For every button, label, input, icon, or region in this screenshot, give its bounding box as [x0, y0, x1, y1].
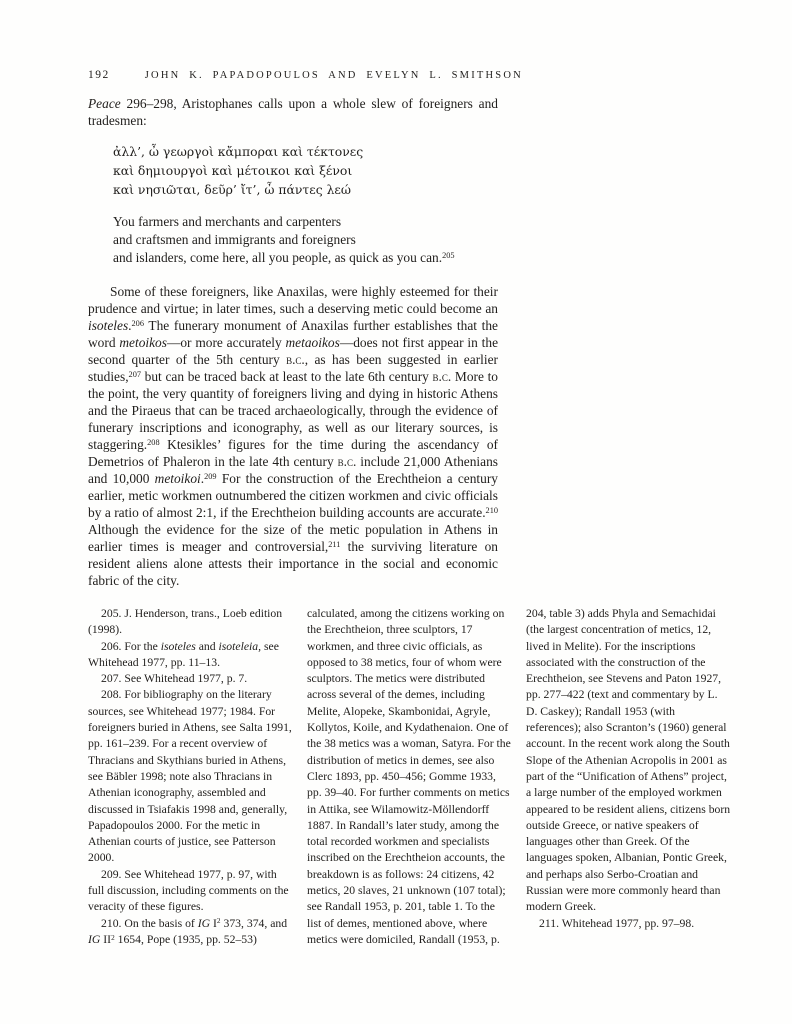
footnote-ref: 207 — [128, 370, 141, 380]
greek-line-2: καὶ δημιουργοὶ καὶ μέτοικοι καὶ ξένοι — [113, 163, 353, 178]
body-paragraph: Some of these foreigners, like Anaxilas, were highly esteemed for their prudence and virtue; in later times, such a deserving metic could become an isoteles.$^{206}$ The funerary monument of Anaxilas further establishes that the word metoikos—or more accurately metaoikos—does not first appear in the second quarter of the 5th century b.c., as has been suggested in earlier studies,$^{207}$ but can be traced back at least to the late 6th century b.c. More to the point, the very quantity of foreigners living and dying in historic Athens and the Piraeus that can be traced archaeologically, through the evidence of funerary inscriptions and iconography, as well as our literary sources, is staggering.$^{208}$ Ktesikles’ figures for the time during the ascendancy of Demetrios of Phaleron in the late 4th century b.c. include 21,000 Athenians and 10,000 metoikoi.$^{209}$ For the construction of the Erechtheion a century earlier, metic workmen outnumbered the citizen workmen and civic officials by a ratio of almost 2:1, if the Erechtheion building accounts are accurate.$^{210}$ Although the evidence for the size of the metic population in Athens in earlier times is meager and controversial,$^{211}$ the surviving literature on resident aliens alone attests their importance in the social and economic fabric of the city. — [88, 284, 499, 588]
footnote-ref: 206 — [131, 319, 144, 329]
main-text-column — [88, 95, 498, 589]
page-header — [88, 69, 730, 81]
greek-line-1: ἀλλ’, ὦ γεωργοὶ κἄμποραι καὶ τέκτονες — [113, 144, 364, 159]
footnote-209: 209. See Whitehead 1977, p. 97, with full discussion, including comments on the veracity of these figures. — [88, 867, 289, 914]
footnote-ref: 209 — [204, 472, 217, 482]
footnote-207: 207. See Whitehead 1977, p. 7. — [101, 672, 248, 686]
footnote-ref: 2 — [111, 933, 115, 942]
footnotes-section — [88, 606, 731, 948]
translation-line-2: and craftsmen and immigrants and foreigners — [113, 232, 356, 247]
footnote-ref: 210 — [485, 506, 498, 516]
intro-paragraph: Peace 296–298, Aristophanes calls upon a whole slew of foreigners and tradesmen: — [88, 96, 498, 128]
footnote-211: 211. Whitehead 1977, pp. 97–98. — [539, 916, 695, 930]
greek-line-3: καὶ νησιῶται, δεῦρ’ ἴτ’, ὦ πάντες λεώ — [113, 182, 351, 197]
footnote-206: 206. For the isoteles and isoteleia, see Whitehead 1977, pp. 11–13. — [88, 639, 279, 669]
greek-quotation — [113, 142, 498, 199]
page-number: 192 — [88, 69, 110, 81]
footnote-208: 208. For bibliography on the literary sources, see Whitehead 1977; 1984. For foreigners buried in Athens, see Salta 1991, pp. 161–239. For a recent overview of Thracians and Skythians buried in Athens, see Bäbler 1998; note also Thracians in Athenian iconography, assembled and discussed in Tsiafakis 1998 and, generally, Papadopoulos 2000. For the metic in Athenian courts of justice, see Patterson 2000. — [88, 688, 292, 865]
footnote-ref: 208 — [147, 438, 160, 448]
translation-line-1: You farmers and merchants and carpenters — [113, 214, 342, 229]
running-head: JOHN K. PAPADOPOULOS AND EVELYN L. SMITHSON — [144, 70, 523, 81]
translation-quotation — [113, 213, 498, 267]
footnote-ref: 211 — [328, 540, 341, 550]
footnote-ref: 2 — [216, 917, 221, 926]
footnote-205: 205. J. Henderson, trans., Loeb edition (1998). — [88, 607, 283, 637]
translation-line-3: and islanders, come here, all you people, as quick as you can.$^{205}$ — [113, 250, 455, 265]
footnote-210: 210. On the basis of IG $I^2$ 373, 374, and IG $II^2$ 1654, Pope (1935, pp. 52–53) calculated, among the citizens working on the Erechtheion, three sculptors, 17 workmen, and three civic officials, as opposed to 38 metics, four of whom were sculptors. The metics were distributed across several of the demes, including Melite, Alopeke, Skambonidai, Agryle, Kollytos, Koile, and Kydathenaion. One of the 38 metics was a woman, Satyra. For the distribution of metics in demes, see also Clerc 1893, pp. 450–456; Gomme 1933, pp. 39–40. For further comments on metics in Attika, see Wilamowitz-Möllendorff 1887. In Randall’s later study, among the total recorded workmen and specialists inscribed on the Erechtheion accounts, the breakdown is as follows: 24 citizens, 42 metics, 20 slaves, 21 unknown (107 total); see Randall 1953, p. 201, table 1. To the list of demes, mentioned above, where metics were domiciled, Randall (1953, p. 204, table 3) adds Phyla and Semachidai (the largest concentration of metics, 12, lived in Melite). For the inscriptions associated with the construction of the Erechtheion, see Stevens and Paton 1927, pp. 277–422 (text and commentary by L. D. Caskey); Randall 1953 (with references); also Scranton’s (1960) general account. In the recent work along the South Slope of the Athenian Acropolis in 2001 as part of the “Unification of Athens” project, a large number of the employed workmen appeared to be resident aliens, citizens born outside Greece, or native speakers of languages other than Greek. Of the languages spoken, Albanian, Pontic Greek, and perhaps also Serbo-Croatian and Russian were more commonly heard than modern Greek. — [88, 607, 731, 946]
footnote-ref: 205 — [442, 251, 455, 261]
